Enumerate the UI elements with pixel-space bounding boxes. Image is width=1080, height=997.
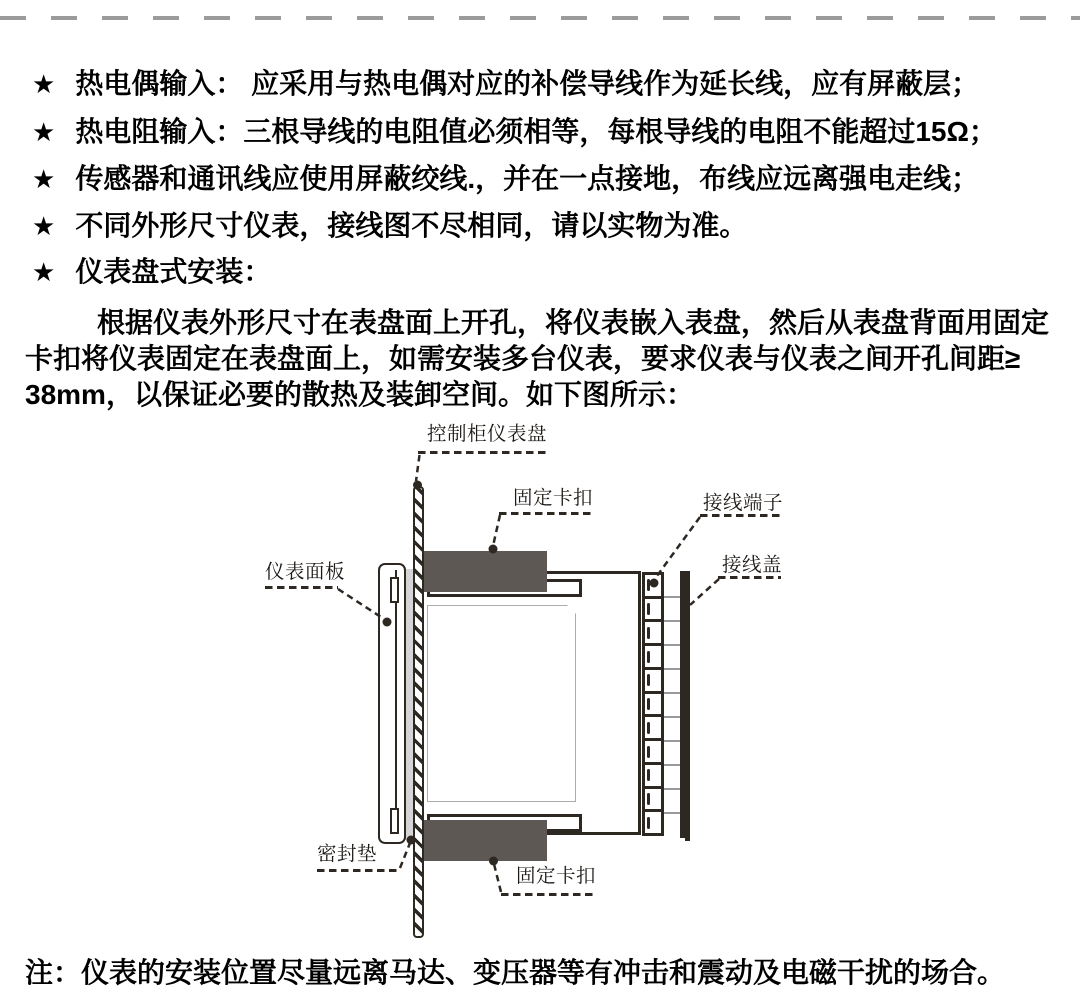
- terminal-segment: [645, 741, 662, 765]
- fixing-clip-bottom: [424, 820, 547, 862]
- paragraph-line: 根据仪表外形尺寸在表盘面上开孔，将仪表嵌入表盘，然后从表盘背面用固定: [97, 307, 1050, 338]
- bullet-text: 仪表盘式安装：: [75, 256, 272, 287]
- bezel-slot-top: [390, 577, 399, 603]
- terminal-contact-tick: [647, 769, 651, 781]
- star-bullet-icon: ★: [32, 117, 56, 147]
- bezel-slot-bottom: [390, 808, 399, 834]
- bullet-sensor-wiring: [32, 163, 979, 196]
- terminal-segment: [645, 812, 662, 833]
- bullet-thermocouple-input: [32, 68, 979, 101]
- terminal-connector-line: [664, 668, 680, 670]
- terminal-contact-tick: [647, 722, 651, 734]
- gasket-leader-line: [400, 843, 410, 868]
- panel-leader-line: [416, 455, 420, 481]
- terminal-contact-tick: [647, 746, 651, 758]
- terminal-segment: [645, 670, 662, 694]
- label-gasket: 密封垫: [317, 843, 378, 865]
- clip-bottom-leader-line: [494, 864, 501, 892]
- star-bullet-icon: ★: [32, 69, 56, 99]
- terminal-segment: [645, 765, 662, 789]
- wiring-cover-bar: [680, 571, 691, 838]
- label-terminal: 接线端子: [703, 492, 784, 514]
- wiring-cover-foot: [685, 836, 690, 841]
- star-bullet-icon: ★: [32, 211, 56, 241]
- terminal-connector-line: [664, 740, 680, 742]
- terminal-connector-line: [664, 596, 680, 598]
- terminal-connector-line: [664, 788, 680, 790]
- terminal-contact-tick: [647, 698, 651, 710]
- terminal-block: [642, 572, 665, 836]
- label-fixing-clip-top: 固定卡扣: [513, 487, 594, 509]
- terminal-segment: [645, 694, 662, 718]
- terminal-segment: [645, 575, 662, 599]
- terminal-segment: [645, 789, 662, 813]
- terminal-segment: [645, 717, 662, 741]
- cabinet-panel-hatched-bar: [413, 486, 424, 938]
- instrument-front-bezel: [378, 563, 406, 844]
- bullet-text: 传感器和通讯线应使用屏蔽绞线.，并在一点接地，布线应远离强电走线；: [75, 163, 980, 194]
- bezel-inner-line: [395, 570, 397, 831]
- star-bullet-icon: ★: [32, 164, 56, 194]
- terminal-contact-tick: [647, 674, 651, 686]
- terminal-contact-tick: [647, 627, 651, 639]
- bullet-text: 热电阻输入：三根导线的电阻值必须相等，每根导线的电阻不能超过15Ω；: [75, 116, 997, 147]
- terminal-contact-tick: [647, 793, 651, 805]
- terminal-segment: [645, 599, 662, 623]
- label-front-panel: 仪表面板: [265, 561, 346, 583]
- terminal-segment: [645, 622, 662, 646]
- bullet-dimension-notice: [32, 210, 747, 243]
- terminal-connector-line: [664, 692, 680, 694]
- label-cabinet-panel: 控制柜仪表盘: [427, 423, 548, 445]
- paragraph-line: 38mm，以保证必要的散热及装卸空间。如下图所示：: [25, 379, 694, 410]
- star-bullet-icon: ★: [32, 257, 56, 287]
- bullet-rtd-input: [32, 116, 997, 149]
- terminal-contact-tick: [647, 817, 651, 829]
- paragraph-line: 卡扣将仪表固定在表盘面上，如需安装多台仪表，要求仪表与仪表之间开孔间距≥: [25, 343, 1021, 374]
- fixing-clip-top: [424, 551, 547, 592]
- page-top-dashed-rule: [0, 16, 1080, 20]
- terminal-connector-line: [664, 644, 680, 646]
- bullet-text: 不同外形尺寸仪表，接线图不尽相同，请以实物为准。: [75, 210, 748, 241]
- terminal-connector-line: [664, 812, 680, 814]
- terminal-leader-line: [654, 517, 700, 580]
- terminal-connector-line: [664, 620, 680, 622]
- instrument-inner-body: [427, 605, 576, 802]
- label-fixing-clip-bottom: 固定卡扣: [516, 865, 597, 887]
- terminal-contact-tick: [647, 579, 651, 591]
- terminal-connector-line: [664, 716, 680, 718]
- clip-top-leader-line: [493, 515, 500, 546]
- terminal-segment: [645, 646, 662, 670]
- terminal-contact-tick: [647, 651, 651, 663]
- label-wiring-cover: 接线盖: [722, 554, 783, 576]
- terminal-contact-tick: [647, 603, 651, 615]
- terminal-connector-line: [664, 764, 680, 766]
- installation-note: 注：仪表的安装位置尽量远离马达、变压器等有冲击和震动及电磁干扰的场合。: [25, 957, 1006, 988]
- bullet-text: 热电偶输入： 应采用与热电偶对应的补偿导线作为延长线，应有屏蔽层；: [75, 68, 980, 99]
- bullet-panel-mounting: [32, 256, 271, 289]
- cover-leader-line: [690, 579, 719, 605]
